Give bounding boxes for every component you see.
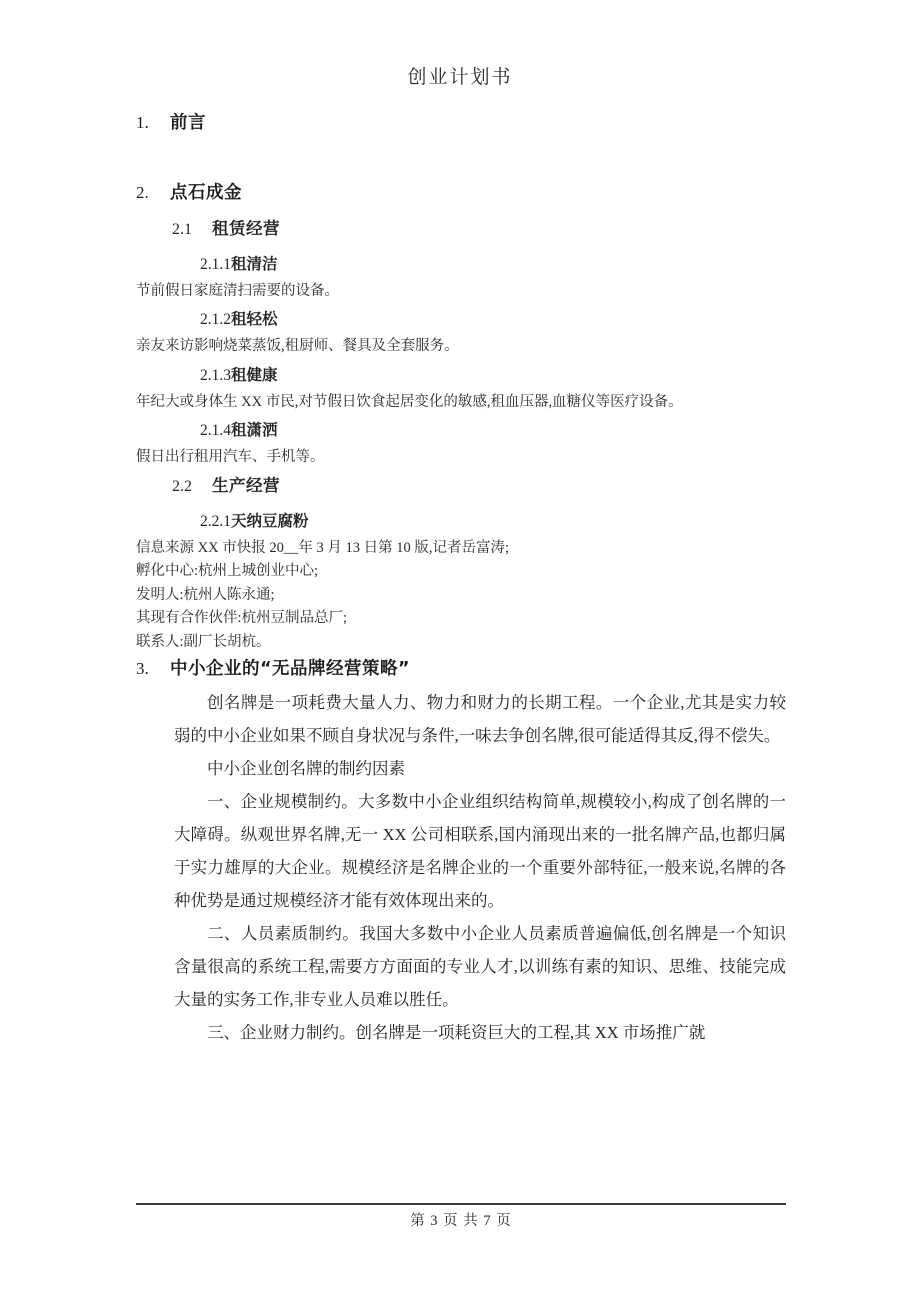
heading-section-2-1-1-title: 租清洁 [231, 254, 278, 273]
source-line: 发明人:杭州人陈永通; [136, 586, 275, 603]
heading-section-2-1-2-title: 租轻松 [231, 310, 278, 329]
section-3-body [174, 686, 786, 1049]
heading-section-2-2 [172, 475, 786, 498]
heading-section-2-1-3-title: 租健康 [231, 365, 278, 384]
paragraph: 创名牌是一项耗费大量人力、物力和财力的长期工程。一个企业,尤其是实力较弱的中小企业如果不顾自身状况与条件,一味去争创名牌,很可能适得其反,得不偿失。 [174, 692, 786, 745]
heading-section-3-title: 中小企业的“无品牌经营策略” [170, 659, 411, 680]
heading-section-2-2-1-title: 天纳豆腐粉 [231, 512, 309, 530]
heading-section-2-1-2 [200, 309, 786, 331]
spacer [136, 498, 786, 511]
paragraph: 中小企业创名牌的制约因素 [207, 758, 405, 778]
document-content [136, 112, 786, 1049]
heading-section-1 [136, 112, 786, 136]
heading-section-2-2-number: 2.2 [172, 478, 192, 496]
paragraph: 一、企业规模制约。大多数中小企业组织结构简单,规模较小,构成了创名牌的一大障碍。纵观世界名牌,无一 XX 公司相联系,国内涌现出来的一批名牌产品,也都归属于实力雄厚的大企业。规模经济是名牌企业的一个重要外部特征,一般来说,名牌的各种优势是通过规模经济才能有效体现出来的。 [174, 791, 786, 910]
source-line: 其现有合作伙伴:杭州豆制品总厂; [136, 610, 348, 627]
paragraph: 二、人员素质制约。我国大多数中小企业人员素质普遍偏低,创名牌是一个知识含量很高的系统工程,需要方方面面的专业人才,以训练有素的知识、思维、技能完成大量的实务工作,非专业人员难以胜任。 [174, 923, 786, 1009]
heading-section-2-1-number: 2.1 [172, 221, 192, 239]
heading-section-2-1-title: 租赁经营 [212, 219, 280, 239]
heading-section-2-2-1-number: 2.2.1 [200, 513, 231, 530]
heading-section-2-1-3-number: 2.1.3 [200, 366, 231, 384]
heading-section-2-number: 2. [136, 182, 149, 202]
body-text-2-1-4: 假日出行租用汽车、手机等。 [136, 448, 325, 465]
heading-section-2-1-1-number: 2.1.1 [200, 255, 231, 273]
heading-section-2-2-1 [200, 511, 786, 533]
heading-section-2-2-title: 生产经营 [212, 476, 280, 496]
heading-section-2-1-4 [200, 420, 786, 442]
spacer [136, 302, 786, 309]
heading-section-2-1-1 [200, 254, 786, 276]
heading-section-2-1-4-title: 租潇洒 [231, 421, 278, 440]
source-line: 孵化中心:杭州上城创业中心; [136, 563, 319, 580]
spacer [136, 241, 786, 254]
body-text-2-1-3: 年纪大或身体生 XX 市民,对节假日饮食起居变化的敏感,租血压器,血糖仪等医疗设备。 [136, 393, 683, 410]
heading-section-1-title: 前言 [170, 113, 206, 133]
body-text-2-1-1: 节前假日家庭清扫需要的设备。 [136, 282, 339, 299]
heading-section-1-number: 1. [136, 113, 149, 132]
source-line: 信息来源 XX 市快报 20__年 3 月 13 日第 10 版,记者岳富涛; [136, 539, 509, 556]
body-text-2-1-2: 亲友来访影响烧菜蒸饭,租厨师、餐具及全套服务。 [136, 338, 459, 355]
footer-page-number: 第 3 页 共 7 页 [410, 1213, 512, 1229]
spacer [136, 358, 786, 365]
heading-section-2 [136, 182, 786, 206]
spacer [136, 468, 786, 475]
source-info-block [136, 537, 786, 654]
page-title: 创业计划书 [407, 67, 513, 88]
heading-section-2-1-2-number: 2.1.2 [200, 311, 231, 329]
spacer [136, 136, 786, 182]
heading-section-3-number: 3. [136, 659, 149, 679]
heading-section-2-1-3 [200, 365, 786, 387]
paragraph: 三、企业财力制约。创名牌是一项耗资巨大的工程,其 XX 市场推广就 [207, 1022, 706, 1042]
heading-section-3 [136, 658, 786, 682]
heading-section-2-title: 点石成金 [170, 182, 242, 203]
heading-section-2-1 [172, 218, 786, 241]
footer-divider [136, 1203, 786, 1205]
source-line: 联系人:副厂长胡杭。 [136, 633, 271, 650]
spacer [136, 413, 786, 420]
spacer [136, 205, 786, 218]
heading-section-2-1-4-number: 2.1.4 [200, 422, 231, 440]
